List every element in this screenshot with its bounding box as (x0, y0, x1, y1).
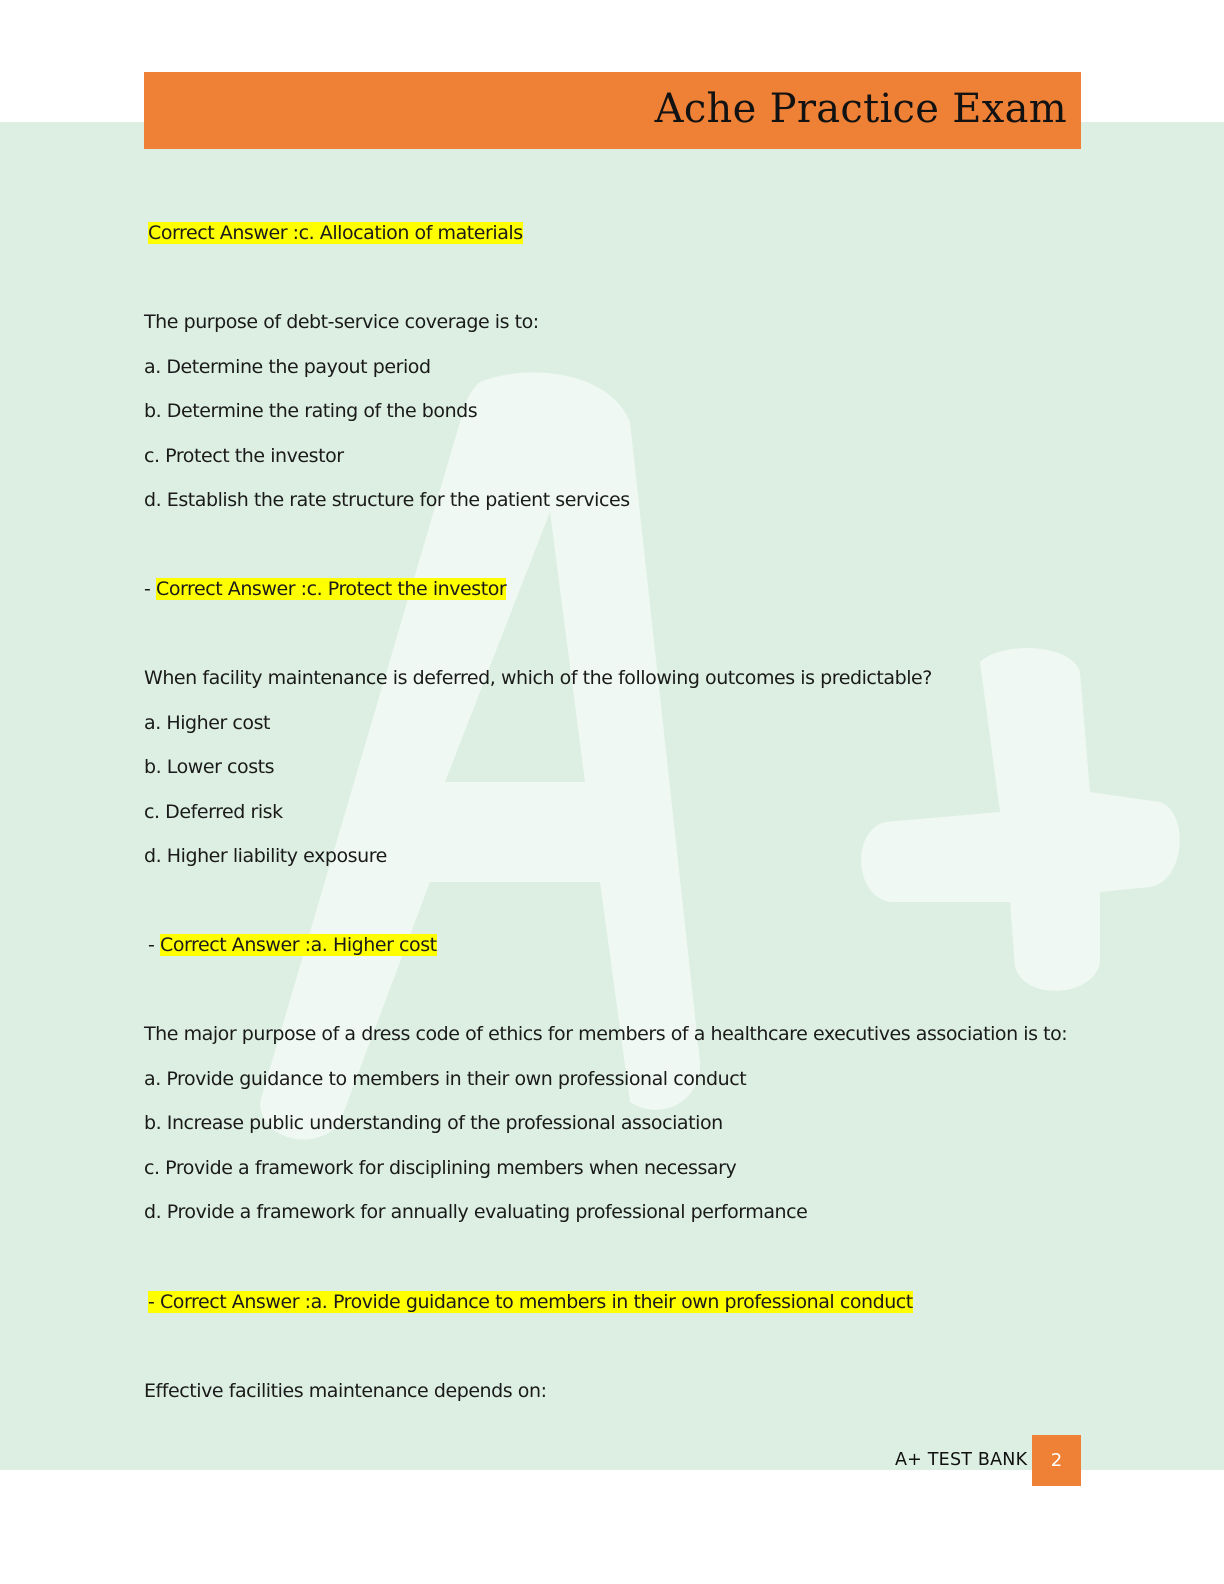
plus-watermark-icon (850, 642, 1190, 1002)
question-2-option-b: b. Lower costs (144, 756, 275, 778)
question-3-option-d: d. Provide a framework for annually evaluating professional performance (144, 1201, 808, 1223)
answer-highlight: Correct Answer :c. Allocation of materials (148, 222, 523, 244)
question-4-text: Effective facilities maintenance depends on: (144, 1380, 547, 1402)
question-1-option-a: a. Determine the payout period (144, 356, 431, 378)
question-2-correct-answer (148, 932, 437, 958)
question-2-text: When facility maintenance is deferred, which of the following outcomes is predictable? (144, 667, 932, 689)
question-3-text: The major purpose of a dress code of ethics for members of a healthcare executives association is to: (144, 1023, 1068, 1045)
question-1-text: The purpose of debt-service coverage is to: (144, 311, 539, 333)
question-2-option-c: c. Deferred risk (144, 801, 283, 823)
answer-highlight: - Correct Answer :a. Provide guidance to members in their own professional conduct (148, 1291, 913, 1313)
question-2-option-a: a. Higher cost (144, 712, 271, 734)
question-1-correct-answer (144, 576, 506, 602)
question-3-option-a: a. Provide guidance to members in their own professional conduct (144, 1068, 747, 1090)
answer-highlight: Correct Answer :a. Higher cost (160, 934, 437, 956)
question-1-option-b: b. Determine the rating of the bonds (144, 400, 478, 422)
question-2-option-d: d. Higher liability exposure (144, 845, 387, 867)
answer-highlight: Correct Answer :c. Protect the investor (156, 578, 507, 600)
answer-prefix: - (148, 934, 160, 956)
page-number: 2 (1032, 1435, 1081, 1486)
footer-label: A+ TEST BANK (895, 1450, 1028, 1470)
page-title: Ache Practice Exam (654, 86, 1067, 132)
question-3-option-c: c. Provide a framework for disciplining members when necessary (144, 1157, 737, 1179)
answer-prefix: - (144, 578, 156, 600)
question-3-correct-answer (148, 1289, 913, 1315)
question-3-option-b: b. Increase public understanding of the professional association (144, 1112, 723, 1134)
previous-correct-answer (148, 220, 523, 246)
header-bar (144, 72, 1081, 149)
question-1-option-c: c. Protect the investor (144, 445, 344, 467)
question-1-option-d: d. Establish the rate structure for the patient services (144, 489, 630, 511)
